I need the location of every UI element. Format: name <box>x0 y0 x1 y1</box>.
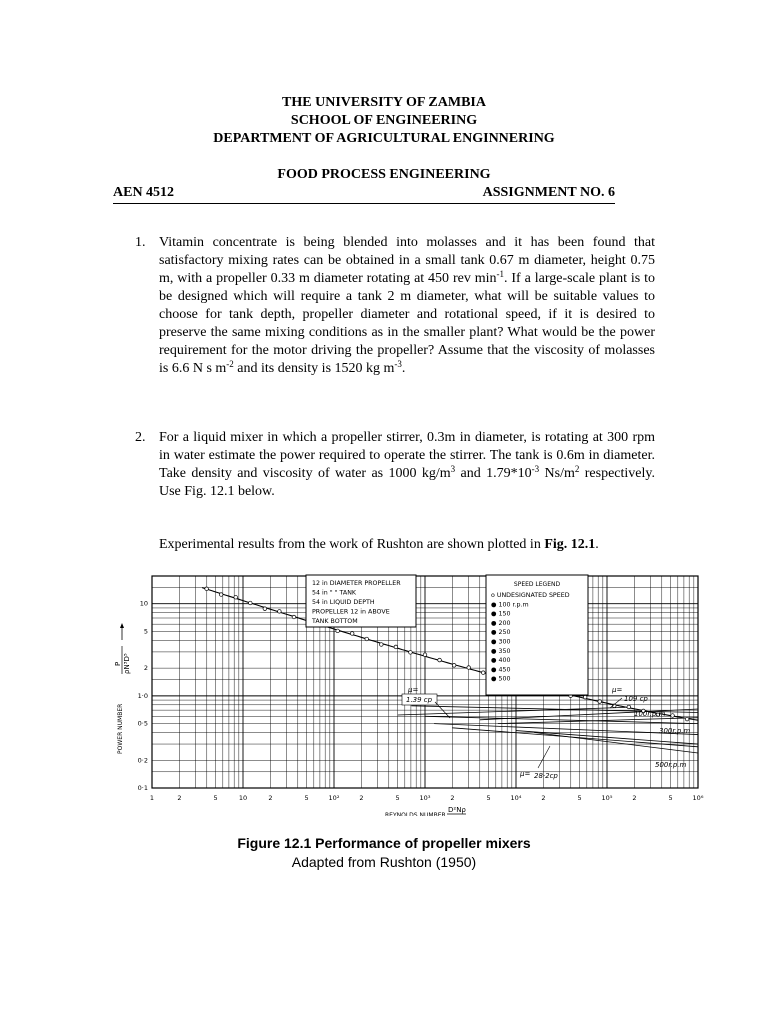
data-point <box>336 629 340 633</box>
data-point <box>438 658 442 662</box>
course-title: FOOD PROCESS ENGINEERING <box>277 167 491 182</box>
legend-item: ● 150 <box>491 610 511 618</box>
legend-item: ● 400 <box>491 657 511 665</box>
question-2 <box>135 429 655 501</box>
x-tick-label: 1 <box>149 794 155 802</box>
svg-text:μ=: μ= <box>612 686 623 694</box>
y-tick-label: 0·1 <box>137 784 148 792</box>
x-frac-top: D²Nρ <box>448 806 466 814</box>
x-tick-label: 5 <box>213 794 218 802</box>
legend-item: o UNDESIGNATED SPEED <box>491 592 570 599</box>
data-point <box>583 695 587 699</box>
data-point <box>467 666 471 670</box>
school-name: SCHOOL OF ENGINEERING <box>290 113 478 128</box>
figure-source: Adapted from Rushton (1950) <box>291 854 477 870</box>
question-1 <box>135 234 655 378</box>
annotation-109cp: 109 cp <box>624 695 648 703</box>
data-point <box>205 587 209 591</box>
course-code: AEN 4512 <box>113 185 175 200</box>
y-tick-label: 2 <box>143 664 148 673</box>
y-tick-label: 0·5 <box>137 719 148 728</box>
data-point <box>394 645 398 649</box>
x-tick-label: 10⁴ <box>510 794 522 802</box>
y-tick-label: 10 <box>139 599 148 608</box>
data-point <box>671 714 675 718</box>
annotation-28cp: 28·2cp <box>534 772 558 780</box>
y-tick-label: 1·0 <box>137 691 148 700</box>
x-axis-label: REYNOLDS NUMBER <box>385 812 446 816</box>
y-frac-bottom: ρN³D⁵ <box>123 653 131 674</box>
x-tick-label: 5 <box>577 794 582 802</box>
x-tick-label: 2 <box>177 794 182 802</box>
x-tick-label: 10⁵ <box>601 794 613 802</box>
data-point <box>278 610 282 614</box>
x-tick-label: 5 <box>486 794 491 802</box>
data-point <box>452 664 456 668</box>
course-code-row <box>113 185 615 204</box>
chart-points <box>205 587 689 721</box>
spec-line: 12 in DIAMETER PROPELLER <box>312 580 401 587</box>
x-tick-label: 10³ <box>419 794 431 802</box>
spec-line: 54 in LIQUID DEPTH <box>312 599 375 606</box>
x-tick-label: 2 <box>268 794 273 802</box>
data-point <box>409 651 413 655</box>
data-point <box>481 671 485 675</box>
legend-item: ● 350 <box>491 647 511 655</box>
legend-item: ● 300 <box>491 638 511 646</box>
x-tick-label: 2 <box>632 794 637 802</box>
data-point <box>423 653 427 657</box>
data-point <box>219 593 223 597</box>
data-point <box>685 717 689 721</box>
spec-line: PROPELLER 12 in ABOVE <box>312 608 390 616</box>
x-tick-label: 10 <box>238 794 248 802</box>
y-frac-top: P <box>114 661 122 666</box>
svg-text:μ=: μ= <box>520 770 531 778</box>
figure-reference: Fig. 12.1 <box>544 537 596 552</box>
data-point <box>598 700 602 704</box>
spec-line: 54 in " " TANK <box>312 589 357 597</box>
legend-item: ● 500 <box>491 675 511 683</box>
x-tick-label: 10⁶ <box>692 794 704 802</box>
data-point <box>263 607 267 611</box>
y-axis-label: POWER NUMBER <box>117 703 124 754</box>
x-tick-label: 5 <box>668 794 673 802</box>
assignment-number: ASSIGNMENT NO. 6 <box>482 185 615 200</box>
annotation-100rpm: 100r.p.m <box>634 710 666 718</box>
question-1-text: Vitamin concentrate is being blended into molasses and it has been found that satisfactory mixing rates can be obtained in a small tank 0.67 m diameter, height 0.75 m, with a propeller 0.33 m diameter rotating at 450 rev $\min^{-1}$. If a large-scale plant is to be designed which will require a tank 2 m diameter, what will be suitable values to choose for tank depth, propeller diameter and rotational speed, if it is desired to preserve the same mixing conditions as in the smaller plant? What would be the power requirement for the motor driving the propeller? Assume that the viscosity of molasses is 6.6 N s $m^{-2}$ and its density is 1520 kg $m^{-3}$. <box>159 235 655 376</box>
legend-item: ● 100 r.p.m <box>491 601 529 609</box>
figure-caption: Figure 12.1 Performance of propeller mixers <box>237 835 531 851</box>
question-2-number: 2. <box>135 430 146 445</box>
power-number-chart <box>110 568 710 816</box>
data-point <box>365 637 369 641</box>
x-tick-label: 2 <box>541 794 546 802</box>
annotation-300rpm: 300r.p.m <box>659 727 691 735</box>
data-point <box>380 643 384 647</box>
x-tick-label: 5 <box>395 794 400 802</box>
x-tick-label: 10² <box>328 794 340 802</box>
data-point <box>234 595 238 599</box>
figure-12-1 <box>110 568 710 816</box>
data-point <box>627 705 631 709</box>
y-tick-label: 0·2 <box>137 756 148 765</box>
chart-grid <box>152 576 698 788</box>
x-tick-label: 2 <box>450 794 455 802</box>
legend-item: ● 200 <box>491 619 511 627</box>
data-point <box>248 601 252 605</box>
x-tick-label: 5 <box>304 794 309 802</box>
chart-curves <box>202 588 698 753</box>
legend-item: ● 450 <box>491 666 511 674</box>
legend-item: ● 250 <box>491 629 511 637</box>
university-name: THE UNIVERSITY OF ZAMBIA <box>282 95 486 110</box>
speed-legend-title: SPEED LEGEND <box>513 581 561 588</box>
annotation-139cp: 1.39 cp <box>406 696 433 704</box>
spec-line: TANK BOTTOM <box>312 618 358 625</box>
svg-text:μ=: μ= <box>408 686 419 694</box>
experimental-results-text: Experimental results from the work of Rushton are shown plotted in Fig. 12.1. <box>159 537 599 552</box>
question-2-text: For a liquid mixer in which a propeller stirrer, 0.3m in diameter, is rotating at 300 rpm in water estimate the power required to operate the stirrer. The tank is 0.6m in diameter. Take density and viscosity of water as 1000 $kg/m^3$ and $1.79*10^{-3}$ $Ns/m^2$ respectively. Use Fig. 12.1 below. <box>159 430 655 499</box>
annotation-500rpm: 500r.p.m <box>655 761 687 769</box>
data-point <box>292 615 296 619</box>
department-name: DEPARTMENT OF AGRICULTURAL ENGINNERING <box>213 131 555 146</box>
x-tick-label: 2 <box>359 794 364 802</box>
y-tick-label: 5 <box>143 627 148 636</box>
data-point <box>350 632 354 636</box>
question-1-number: 1. <box>135 235 146 250</box>
